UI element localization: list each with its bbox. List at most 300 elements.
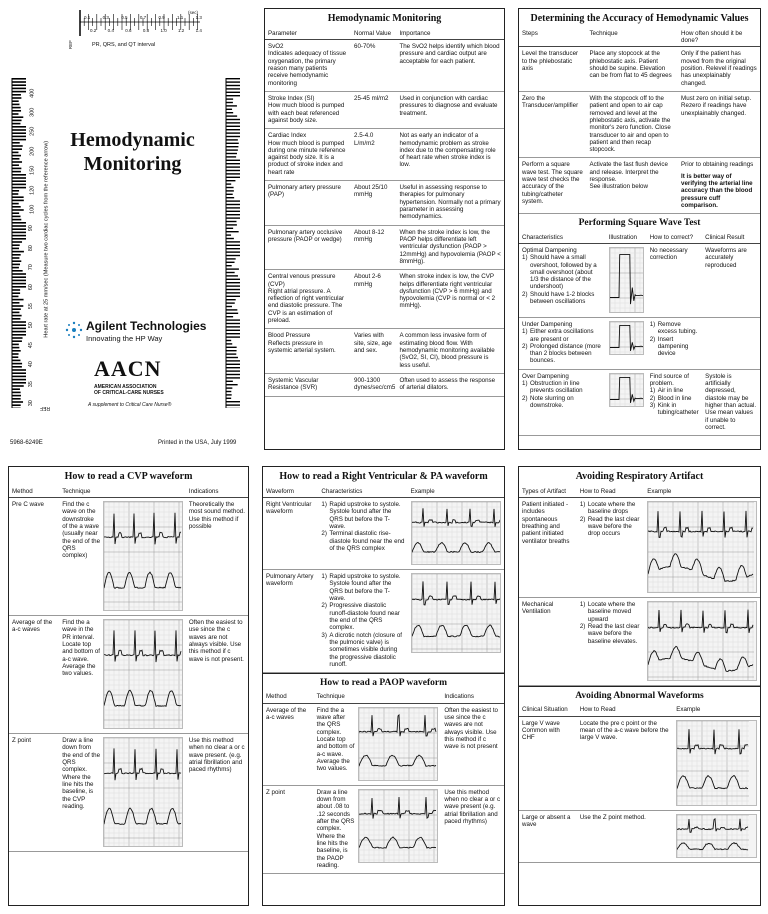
column-header: Example [673,704,760,716]
waveform-illustration [609,321,644,355]
cover-panel [0,0,256,455]
step-cell: Zero the Transducer/amplifier [519,91,586,158]
table-row [265,40,504,92]
ref-label-top: REF [67,40,73,50]
column-header: How to Read [577,704,673,716]
parameter-cell [265,225,351,270]
waveform-trace [677,842,748,849]
characteristic-list-text: Should have a small overshoot, followed by a small overshoot (about 1/3 the distance of the undershoot) [530,254,597,291]
waveform-trace [648,554,753,582]
read-step-list [580,601,641,645]
table-row [265,373,504,396]
characteristic-list-item [321,602,404,631]
item-number: 1) [321,573,327,581]
parameter-cell [265,40,351,92]
parameter-name: Blood Pressure [268,332,311,340]
parameter-name: Cardiac Index [268,132,307,140]
waveform-trace [648,610,753,633]
characteristics-cell [318,498,407,570]
cvp-table [9,486,248,852]
waveform-trace [359,837,436,848]
heart-rate-tick-label: 45 [27,341,34,349]
importance-cell: A common less invasive form of estimating blood flow. With hemodynamic monitoring available (SvO2, SI, CI), blood pressure is less useful. [396,329,504,374]
item-number: 2) [649,394,656,402]
panel-title: How to read a CVP waveform [64,471,193,482]
clinical-result-cell [702,369,760,436]
frequency-cell [678,91,760,158]
characteristic-list-item [321,530,404,552]
square-wave-title: Performing Square Wave Test [578,218,701,229]
characteristics-cell [318,570,407,673]
characteristics-cell [519,369,606,436]
paop-table [263,691,504,874]
heart-rate-tick-label: 100 [29,204,36,214]
normal-value-cell: Varies with site, size, age and sex. [351,329,396,374]
item-number: 1) [522,328,528,336]
characteristics-cell [519,317,606,369]
ruler-tick-label: 0.6 [125,28,132,33]
heart-rate-tick-label: 250 [29,127,36,137]
column-header: Example [644,486,760,498]
cvp-panel [8,466,249,906]
item-number: 2) [321,602,327,610]
square-wave-table [519,232,760,437]
correction-list-item [650,402,699,417]
item-number: 1) [522,254,528,262]
example-cell [673,810,760,862]
table-row [519,47,760,92]
importance-cell: The SvO2 helps identify which blood pressure and cardiac output are acceptable for each patient. [396,40,504,92]
normal-value-cell: About 8-12 mmHg [351,225,396,270]
frequency-cell [678,158,760,214]
frequency-text: Prior to obtaining readings [681,161,754,169]
ruler-tick-label: 1.1 [177,15,184,20]
frequency-emphasis: It is better way of verifying the arterial line accuracy than the blood pressure cuff comparison. [681,172,753,210]
characteristic-list [321,501,404,552]
correction-list-item [650,321,699,336]
supplement-note: A supplement to Critical Care Nurse® [88,402,172,408]
ruler-tick-label: 0.1 [84,15,91,20]
clinical-situation-cell: Large V wave Common with CHF [519,716,577,810]
waveform-illustration [103,501,183,611]
indication-cell: Use this method when no clear a or c wave present. (e.g. atrial fibrillation and paced rhythms) [186,734,248,852]
characteristic-list-item [321,573,404,602]
example-cell [673,716,760,810]
column-header: Importance [396,28,504,40]
technique-cell [586,47,678,92]
how-to-read-cell: Locate the pre c point or the mean of the a-c wave before the large V wave. [577,716,673,810]
correction-cell [647,317,702,369]
characteristic-list-text: Terminal diastolic rise-diastole found near the end of the QRS complex [329,530,405,552]
ruler-tick-label: 0.9 [158,15,165,20]
technique-text: With the stopcock off to the patient and open to air cap removed and level at the phlebostatic axis, activate the monitor's zero function. Close transducer to air and open to patient and then recap stopcock. [589,94,671,154]
parameter-cell [265,91,351,128]
item-number: 1) [522,380,528,388]
column-header: Method [9,486,59,498]
parameter-name: Systemic Vascular Resistance (SVR) [268,376,319,392]
indication-cell: Often the easiest to use since the c waves are not always visible. Use this method if c wave is not present. [186,616,248,734]
clinical-result-cell [702,317,760,369]
characteristic-list-item [522,380,603,395]
accuracy-table [519,28,760,215]
indication-cell: Theoretically the most sound method. Use this method if possible [186,498,248,616]
waveform-trace [104,808,181,824]
item-number: 2) [522,394,528,402]
item-number: 2) [321,530,327,538]
column-header: Characteristics [519,232,606,244]
importance-cell: Often used to assess the response of arterial dilators. [396,373,504,396]
parameter-description: How much blood is pumped during one minute reference against body size. It is a product of stroke index and heart rate [268,139,346,176]
correction-list-item [650,387,699,394]
technique-cell [59,616,186,734]
parameter-name: Pulmonary artery pressure (PAP) [268,184,341,199]
heart-rate-tick-label: 150 [29,165,36,176]
parameter-cell [265,373,351,396]
heart-rate-tick-label: 40 [27,361,34,368]
read-step-list-item [580,601,641,623]
waveform-illustration [609,247,644,313]
heart-rate-tick-label: 30 [27,400,34,407]
agilent-spark-icon [64,320,84,340]
hemo-table [265,28,504,397]
ruler-unit: (sec) [188,10,198,15]
correction-list [650,321,699,358]
example-cell [644,498,760,598]
item-number: 1) [321,501,327,509]
characteristic-list-text: Prolonged distance (more than 2 blocks between bounces. [530,342,601,365]
waveform-trace [648,646,753,671]
method-cell: Z point [9,734,59,852]
characteristic-list-text: Note slurring on downstroke. [530,394,574,409]
normal-value-cell: 900-1300 dynes/sec/cm5 [351,373,396,396]
step-cell: Perform a square wave test. The square wave test checks the accuracy of the tubing/catheter system. [519,158,586,214]
waveform-illustration [411,501,501,565]
technique-text: Activate the fast flush device and release. Interpret the response. [589,161,668,184]
parameter-description: Reflects pressure in systemic arterial system. [268,339,336,355]
waveform-illustration [358,789,439,863]
read-step-list-text: Locate where the baseline drops [587,501,636,516]
characteristic-list-item [522,291,603,306]
column-header: Example [408,486,504,498]
correction-list-text: Kink in tubing/catheter [657,402,699,417]
table-row [519,498,760,598]
parameter-cell [265,270,351,329]
parameter-description: Indicates adequacy of tissue oxygenation, the primary reason many patients receive hemodynamic monitoring [268,50,347,87]
importance-cell: When the stroke index is low, the PAOP helps differentiate left ventricular dysfunction (PAOP > 12mmHg) and hypovolemia (PAOP < 8mmHg). [396,225,504,270]
normal-value-cell: About 2-6 mmHg [351,270,396,329]
aacn-logo: AACN [94,356,162,381]
parameter-name: Pulmonary artery occlusive pressure (PAOP or wedge) [268,228,343,243]
column-header: Illustration [606,232,647,244]
normal-value-cell: 2.5-4.0 L/m/m2 [351,129,396,181]
clinical-result-text: Systole is artificially depressed, diastole may be higher than actual. [705,372,757,409]
waveform-name-cell: Pulmonary Artery waveform [263,570,318,673]
table-row [519,716,760,810]
item-number: 3) [649,402,656,409]
technique-text: Find the c wave on the downstroke of the a wave (usually near the end of the QRS complex) [62,501,101,560]
artifact-type-cell: Patient initiated - includes spontaneous breathing and patient initiated ventilator breaths [519,498,577,598]
how-to-read-cell [577,498,644,598]
artifact-panel [518,466,761,906]
table-row [519,317,760,369]
column-header: Normal Value [351,28,396,40]
column-header: Waveform [263,486,318,498]
abnormal-table [519,704,760,862]
characteristic-list-item [522,343,603,365]
technique-text: Place any stopcock at the phlebostatic axis. Patient should be supine. Elevation can be from flat to 45 degrees [589,50,672,80]
ruler-tick-label: 1.3 [195,15,202,20]
step-cell: Level the transducer to the phlebostatic axis [519,47,586,92]
item-number: 2) [579,515,586,523]
waveform-trace [412,508,501,527]
column-header: Technique [586,28,678,47]
panel-title: Avoiding Respiratory Artifact [575,471,704,482]
example-cell [408,498,504,570]
correction-text: No necessary correction [649,246,688,262]
waveform-trace [412,625,501,637]
rv-table [263,486,504,673]
ruler-tick-label: 0.4 [107,28,114,33]
heart-rate-tick-label: 300 [29,107,36,117]
waveform-illustration [676,720,757,806]
importance-cell: When stroke index is low, the CVP helps differentiate right ventricular dysfunction (CVP > 6 mmHg) and hypovolemia (CVP is normal or < 2 mmHg). [396,270,504,329]
item-number: 2) [579,623,586,631]
technique-text: Find the a wave in the PR interval. Locate top and bottom of a-c wave. Average the two values. [62,619,101,678]
waveform-trace [104,690,181,706]
dampening-name: Optimal Dampening [522,246,577,254]
agilent-logo [64,316,214,348]
how-to-read-cell: Use the Z point method. [577,810,673,862]
waveform-trace [677,775,748,788]
parameter-description: How much blood is pumped with each beat referenced against body size. [268,102,345,124]
read-step-list-text: Locate where the baseline moved upward [587,601,636,623]
characteristic-list-item [321,501,404,530]
table-row [265,225,504,270]
clinical-situation-cell: Large or absent a wave [519,810,577,862]
ruler-tick-label: 0.7 [139,15,147,20]
panel-title: Hemodynamic Monitoring [327,13,442,24]
indication-cell: Often the easiest to use since the c waves are not always visible. Use this method if c wave is not present [441,703,504,785]
method-cell: Average of the a-c waves [263,703,314,785]
clinical-result-text: Waveforms are accurately reproduced [705,246,747,269]
ruler-label: PR, QRS, and QT interval [92,42,156,48]
table-row [519,598,760,686]
column-header: Types of Artifact [519,486,577,498]
waveform-trace [648,511,753,538]
dampening-name: Over Dampening [522,372,569,380]
waveform-trace [412,582,501,606]
table-row [263,703,504,785]
table-row [263,498,504,570]
technique-cell [59,734,186,852]
waveform-trace [104,572,181,588]
waveform-trace [677,729,748,754]
item-number: 1) [579,601,586,609]
technique-cell [314,703,442,785]
read-step-list-text: Read the last clear wave before the baseline elevates. [587,623,640,645]
table-row [265,181,504,226]
heart-rate-tick-label: 120 [29,185,36,195]
technique-text: Draw a line down from the end of the QRS complex. Where the line hits the baseline, is the CVP reading. [62,737,101,810]
characteristic-list-text: Either extra oscillations are present or [530,328,594,343]
read-step-list-item [580,501,641,516]
table-row [519,158,760,214]
column-header: Technique [314,691,442,703]
read-step-list-text: Read the last clear wave before the drop occurs [587,515,640,538]
correction-list [650,387,699,416]
technique-text: Find the a wave after the QRS complex. Locate top and bottom of a-c wave. Average the two values. [316,706,355,773]
panel-title: How to read a Right Ventricular & PA waveform [279,471,488,482]
characteristic-list-item [522,254,603,291]
waveform-illustration [647,601,757,681]
read-step-list-item [580,623,641,645]
heart-rate-tick-label: 90 [27,225,34,232]
illustration-cell [606,369,647,436]
table-row [519,810,760,862]
column-header: Clinical Result [702,232,760,244]
ruler-tick-label: 0.8 [142,28,150,33]
technique-text: See illustration below [589,183,648,191]
parameter-name: SvO2 [268,43,284,51]
how-to-read-cell [577,598,644,686]
interval-ruler [76,8,204,38]
paop-title: How to read a PAOP waveform [263,673,504,691]
heart-rate-tick-label: 35 [27,380,34,387]
parameter-cell [265,181,351,226]
waveform-trace [412,543,501,553]
column-header: Technique [59,486,186,498]
ref-label-bottom: REF [40,404,50,411]
column-header: Steps [519,28,586,47]
waveform-trace [677,818,748,832]
column-header: How to correct? [647,232,702,244]
rv-pa-panel [262,466,505,906]
resp-table [519,486,760,686]
characteristics-cell [519,243,606,317]
characteristic-list-text: Progressive diastolic runoff-diastole found near the end of the QRS complex. [329,602,400,632]
table-row [265,91,504,128]
item-number: 1) [579,501,586,509]
correction-list-item [650,336,699,358]
method-cell: Pre C wave [9,498,59,616]
characteristic-list [522,380,603,409]
characteristic-list-text: Rapid upstroke to systole. Systole found after the QRS but before the T-wave. [329,573,401,603]
ruler-tick-label: 0.2 [90,28,97,33]
example-cell [644,598,760,686]
importance-cell: Used in conjunction with cardiac pressures to diagnose and evaluate treatment. [396,91,504,128]
heart-rate-ticks [28,78,42,408]
item-number: 1) [649,387,656,395]
ruler-tick-label: 1.0 [160,28,167,33]
table-row [519,91,760,158]
heart-rate-tick-label: 70 [27,264,34,271]
panel-title: Determining the Accuracy of Hemodynamic Values [530,13,749,24]
heart-rate-tick-label: 50 [27,322,34,329]
ruler-tick-label: 1.4 [195,28,202,33]
characteristic-list-text: Rapid upstroke to systole. Systole found after the QRS but before the T-wave. [329,501,401,531]
importance-cell: Useful in assessing response to therapies for pulmonary hypertension. Normally not a primary parameter in assessing hemodynamics. [396,181,504,226]
normal-value-cell: About 25/10 mmHg [351,181,396,226]
abnormal-title: Avoiding Abnormal Waveforms [519,686,760,704]
correction-cell [647,369,702,436]
frequency-text: Must zero on initial setup. Rezero if readings have unexplainably changed. [681,94,752,117]
hemodynamic-monitoring-panel [264,8,505,450]
technique-cell [586,158,678,214]
characteristic-list-item [522,395,603,410]
table-row [9,616,248,734]
characteristic-list-item [321,632,404,669]
table-row [9,498,248,616]
parameter-description: Right atrial pressure. A reflection of right ventricular end diastolic pressure. The CVP is an estimation of preload. [268,287,345,325]
ruler-tick-label: 0.5 [121,15,128,20]
technique-cell [586,91,678,158]
item-number: 2) [649,335,656,343]
dampening-name: Under Dampening [522,320,573,328]
heart-rate-tick-label: 400 [29,88,36,98]
parameter-cell [265,329,351,374]
table-row [519,243,760,317]
waveform-trace [104,513,181,545]
importance-cell: Not as early an indicator of a hemodynamic problem as stroke index due to the compensating role of heart rate when stroke index is low. [396,129,504,181]
frequency-cell [678,47,760,92]
correction-list-text: Blood in line [657,394,692,402]
clinical-result-cell [702,243,760,317]
normal-value-cell: 25-45 ml/m2 [351,91,396,128]
waveform-illustration [103,737,183,847]
column-header: Clinical Situation [519,704,577,716]
read-step-list [580,501,641,538]
correction-list-text: Remove excess tubing. [657,320,698,336]
column-header: How often should it be done? [678,28,760,47]
column-header: Characteristics [318,486,407,498]
agilent-name: Agilent Technologies [86,319,207,333]
technique-cell [59,498,186,616]
waveform-illustration [358,707,439,781]
waveform-illustration [103,619,183,729]
correction-list-text: Insert dampening device [657,335,689,358]
aacn-full-name: AMERICAN ASSOCIATION OF CRITICAL-CARE NURSES [94,384,164,396]
heart-rate-tick-label: 60 [27,283,34,290]
table-row [263,785,504,873]
parameter-name: Central venous pressure (CVP) [268,273,336,288]
cover-title: Hemodynamic Monitoring [70,129,195,175]
heart-rate-tick-label: 80 [27,244,34,252]
table-row [519,369,760,436]
table-row [9,734,248,852]
illustration-cell [606,317,647,369]
ruler-tick-label: 0.3 [102,15,109,20]
heart-rate-tick-label: 55 [27,303,34,310]
characteristic-list [522,328,603,365]
interval-ruler-ticks [76,8,204,38]
frequency-text: Only if the patient has moved from the original position. Relevel if readings has unexplainably changed. [681,50,757,87]
item-number: 2) [522,342,528,350]
indication-cell: Use this method when no clear a or c wave present (e.g. atrial fibrillation and paced rhythms) [441,785,504,873]
accuracy-panel [518,8,761,450]
method-cell: Z point [263,785,314,873]
example-cell [408,570,504,673]
correction-cell [647,243,702,317]
part-number: 5968-6249E [10,440,43,446]
correction-list-text: Air in line [657,387,684,395]
characteristic-list [522,254,603,305]
parameter-name: Stroke Index (SI) [268,94,315,102]
artifact-type-cell: Mechanical Ventilation [519,598,577,686]
waveform-name-cell: Right Ventricular waveform [263,498,318,570]
item-number: 2) [522,290,528,298]
printed-note: Printed in the USA, July 1999 [158,440,237,446]
characteristic-list-item [522,328,603,343]
